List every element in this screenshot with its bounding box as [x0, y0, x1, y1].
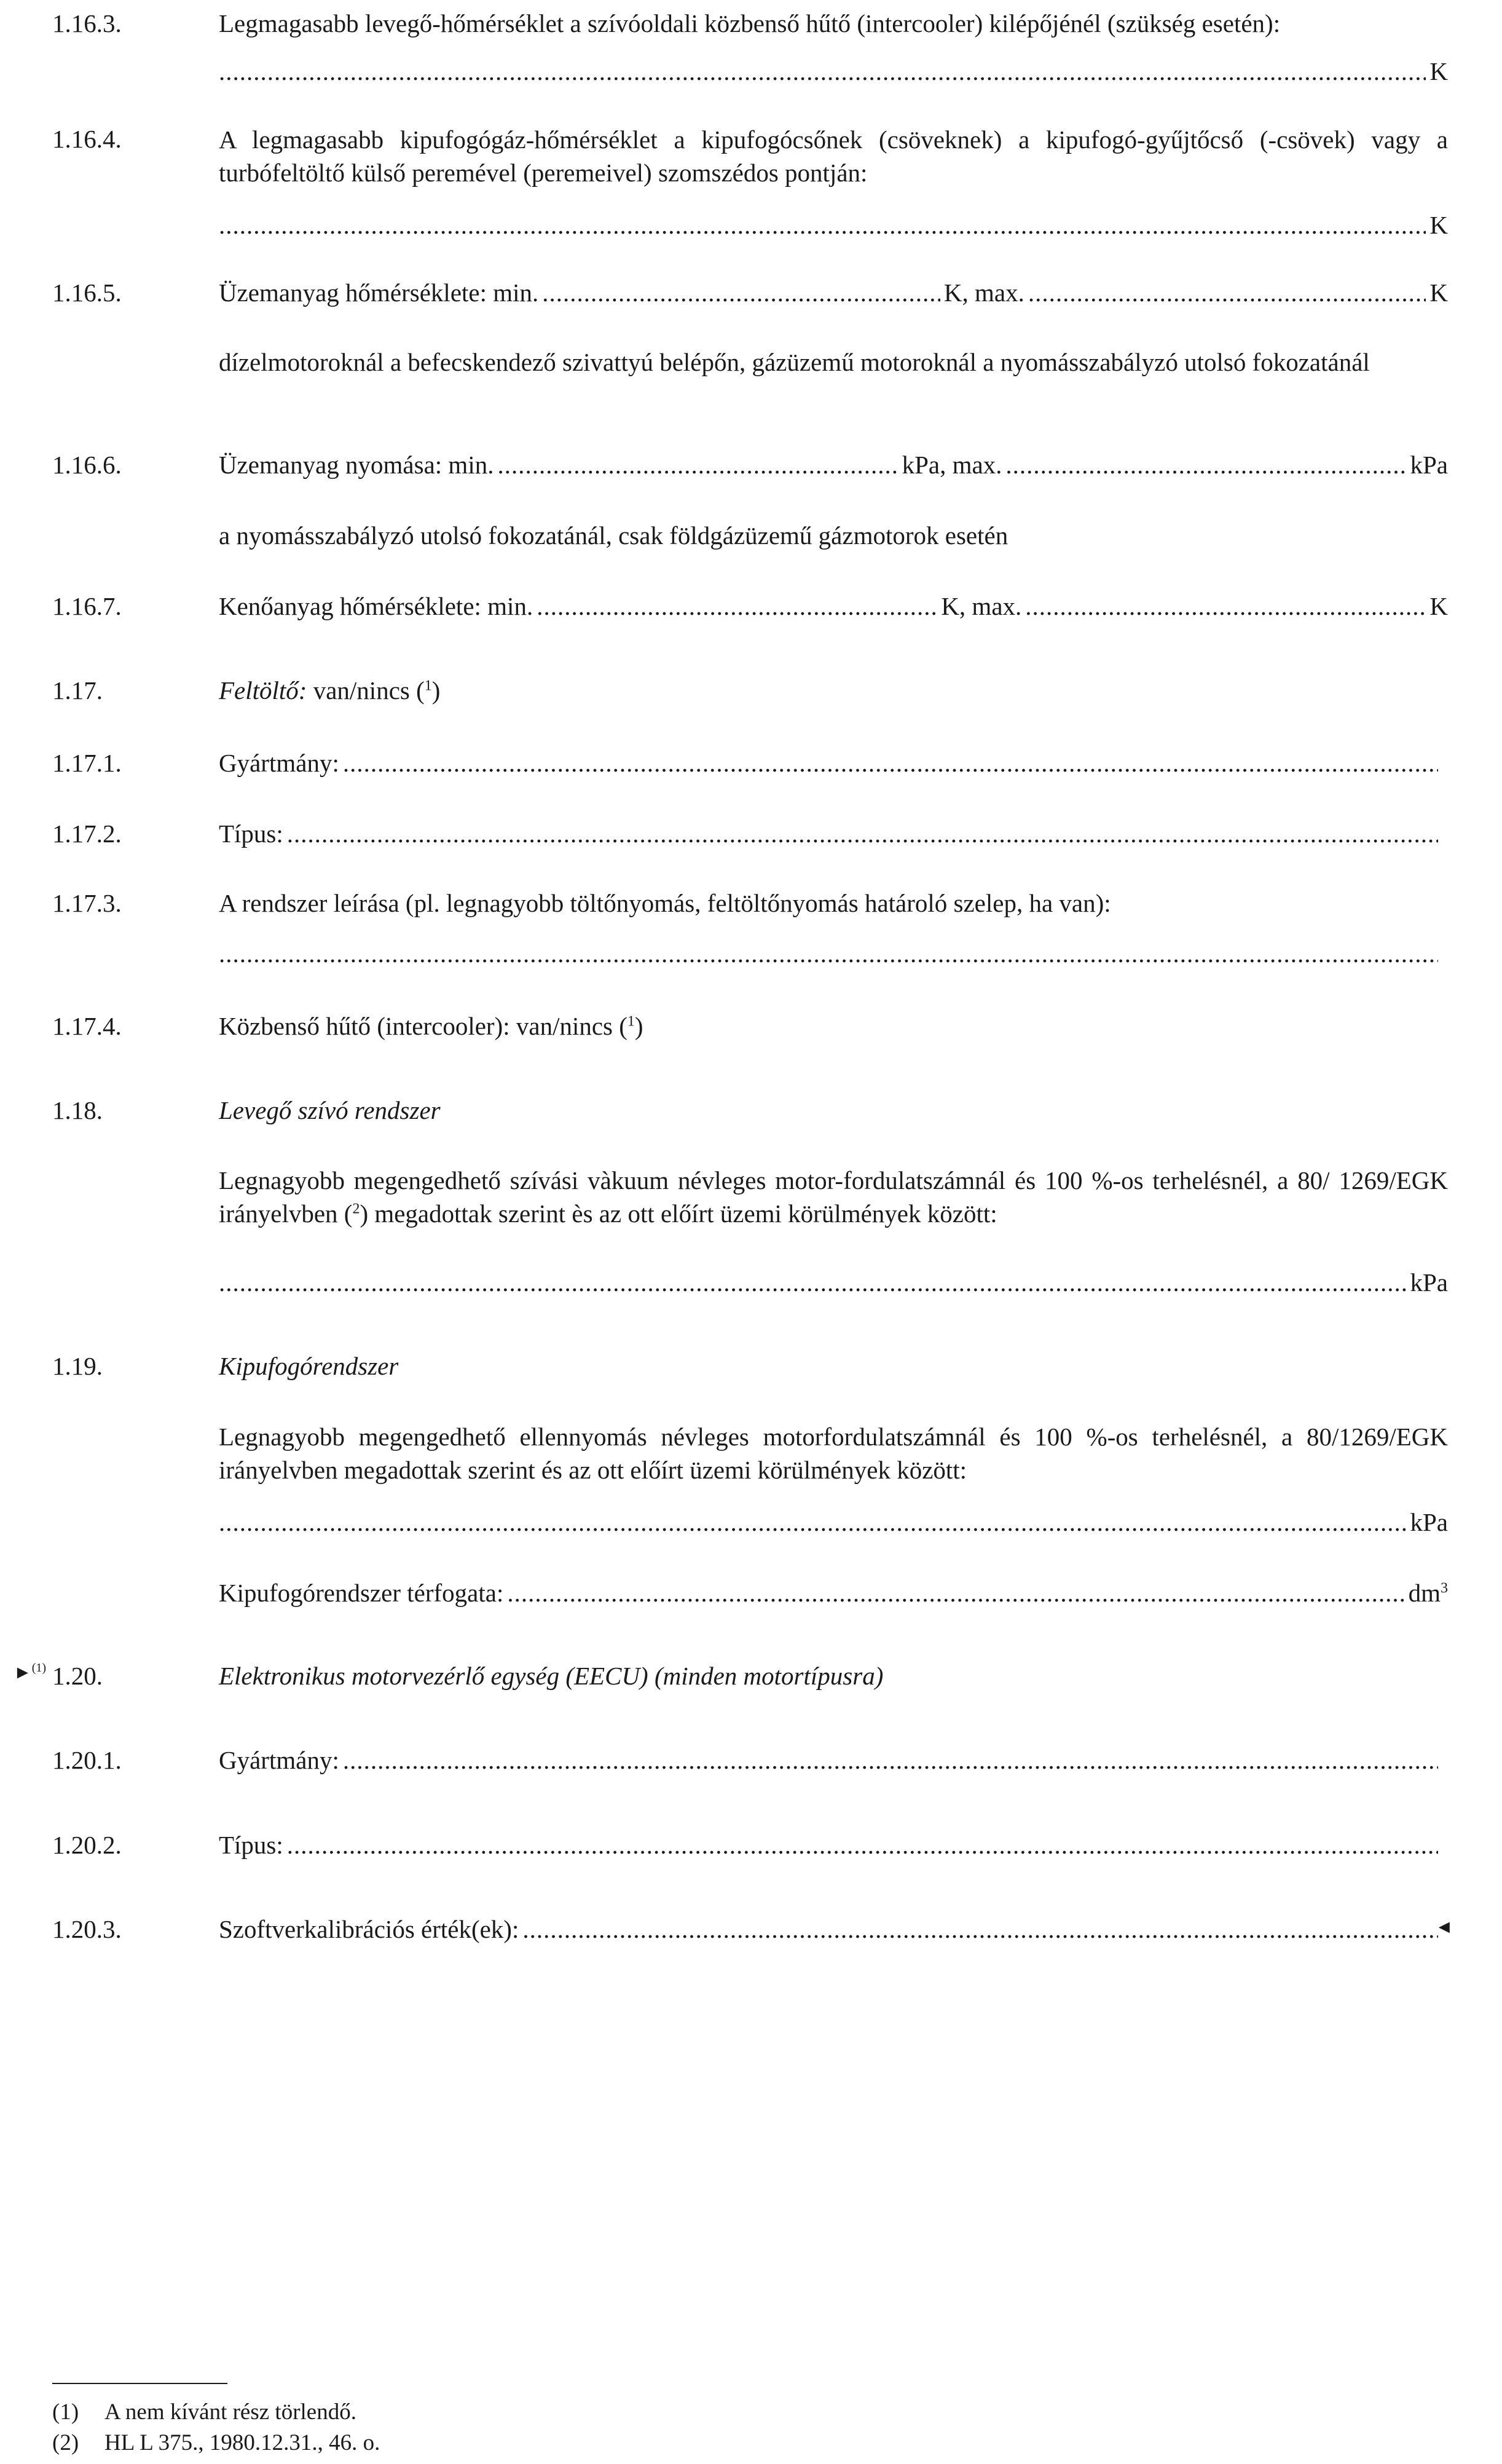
- item-number: 1.16.4.: [52, 125, 122, 153]
- fill-line[interactable]: [219, 747, 1442, 780]
- field-label: Gyártmány:: [219, 1746, 339, 1774]
- volume-line[interactable]: [219, 1577, 1448, 1609]
- unit-label: K: [1429, 592, 1449, 620]
- section-title: Feltöltő:: [219, 676, 307, 705]
- mid-label: K, max.: [943, 278, 1024, 307]
- item-text: Legnagyobb megengedhető szívási vàkuum névleges motor-fordulatszámnál és 100 %-os terhelésnél, a 80/ 1269/EGK irányelvben ($^2$) megadottak szerint ès az ott előírt üzemi körülmények között:: [219, 1166, 1448, 1228]
- item-number: 1.20.2.: [52, 1831, 122, 1859]
- footnote-separator: [52, 2383, 227, 2384]
- unit-label: K: [1429, 278, 1449, 307]
- footnote-label: (2): [52, 2430, 79, 2455]
- item-number: 1.17.4.: [52, 1012, 122, 1040]
- fill-line[interactable]: [219, 1744, 1442, 1777]
- item-number: 1.17.3.: [52, 889, 122, 917]
- section-line: Feltöltő: van/nincs ($^1$): [219, 676, 441, 705]
- field-label: Szoftverkalibrációs érték(ek):: [219, 1915, 519, 1943]
- item-number: 1.20.3.: [52, 1915, 122, 1943]
- unit-label: kPa: [1410, 1508, 1448, 1536]
- section-title: Kipufogórendszer: [219, 1352, 399, 1380]
- unit-label: kPa: [1410, 1268, 1448, 1297]
- option-text: van/nincs (: [313, 676, 425, 705]
- item-number: 1.19.: [52, 1352, 103, 1380]
- field-label: Üzemanyag hőmérséklete: min.: [219, 278, 539, 307]
- footnote-ref[interactable]: 1: [627, 1013, 635, 1030]
- section-title: Elektronikus motorvezérlő egység (EECU) (minden motortípusra): [219, 1662, 884, 1690]
- unit-label: K: [1429, 211, 1448, 239]
- footnote-label: (1): [52, 2399, 79, 2425]
- item-text: Legmagasabb levegő-hőmérséklet a szívóoldali közbenső hűtő (intercooler) kilépőjénél (szükség esetén):: [219, 9, 1281, 38]
- footnote-ref[interactable]: 1: [424, 677, 432, 694]
- amendment-start-marker: ►$^{(1)}$: [14, 1661, 47, 1683]
- range-line[interactable]: [219, 449, 1448, 481]
- item-note: a nyomásszabályzó utolsó fokozatánál, csak földgázüzemű gázmotorok esetén: [219, 521, 1009, 550]
- field-label: Üzemanyag nyomása: min.: [219, 451, 494, 479]
- fill-line[interactable]: [219, 938, 1442, 970]
- range-line[interactable]: [219, 590, 1448, 623]
- mid-label: K, max.: [941, 592, 1022, 620]
- field-label: Típus:: [219, 1831, 283, 1859]
- item-number: 1.20.: [52, 1662, 103, 1690]
- fill-line[interactable]: [219, 209, 1448, 242]
- field-label: Típus:: [219, 819, 283, 848]
- fill-line[interactable]: [219, 1829, 1442, 1862]
- fill-line[interactable]: [219, 55, 1448, 88]
- item-note: dízelmotoroknál a befecskendező szivattyú belépőn, gázüzemű motoroknál a nyomásszabályzó utolsó fokozatánál: [219, 348, 1370, 376]
- unit-label: $dm^3$: [1408, 1579, 1448, 1607]
- footnote-text: A nem kívánt rész törlendő.: [104, 2399, 356, 2425]
- item-number: 1.16.7.: [52, 592, 122, 620]
- item-number: 1.17.: [52, 676, 103, 705]
- field-label: Gyártmány:: [219, 749, 339, 777]
- item-number: 1.16.6.: [52, 451, 122, 479]
- item-number: 1.17.1.: [52, 749, 122, 777]
- item-number: 1.20.1.: [52, 1746, 122, 1774]
- item-number: 1.16.3.: [52, 9, 122, 38]
- footnote-text: HL L 375., 1980.12.31., 46. o.: [104, 2430, 380, 2455]
- item-text: Legnagyobb megengedhető ellennyomás névleges motorfordulatszámnál és 100 %-os terhelésnél, a 80/1269/EGK irányelvben megadottak szerint és az ott előírt üzemi körülmények között:: [219, 1423, 1448, 1484]
- range-line[interactable]: [219, 277, 1448, 309]
- section-title: Levegő szívó rendszer: [219, 1096, 441, 1124]
- option-line: Közbenső hűtő (intercooler): van/nincs ($^1$): [219, 1012, 643, 1040]
- amendment-end-marker: ◄: [1435, 1917, 1453, 1937]
- fill-line[interactable]: [219, 818, 1442, 850]
- item-text: A rendszer leírása (pl. legnagyobb töltőnyomás, feltöltőnyomás határoló szelep, ha van):: [219, 889, 1111, 917]
- footnote: [52, 2398, 356, 2427]
- field-label: Kenőanyag hőmérséklete: min.: [219, 592, 533, 620]
- footnote-ref[interactable]: 2: [352, 1201, 360, 1217]
- item-number: 1.16.5.: [52, 278, 122, 307]
- fill-line[interactable]: [219, 1913, 1442, 1946]
- field-label: Kipufogórendszer térfogata:: [219, 1579, 504, 1607]
- footnote: [52, 2428, 380, 2458]
- unit-label: K: [1429, 57, 1448, 85]
- item-text: A legmagasabb kipufogógáz-hőmérséklet a kipufogócsőnek (csöveknek) a kipufogó-gyűjtőcső (-csövek) vagy a turbófeltöltő külső peremével (peremeivel) szomszédos pontján:: [219, 125, 1448, 187]
- item-number: 1.18.: [52, 1096, 103, 1124]
- item-number: 1.17.2.: [52, 819, 122, 848]
- mid-label: kPa, max.: [902, 451, 1002, 479]
- fill-line[interactable]: [219, 1266, 1448, 1299]
- unit-label: kPa: [1410, 451, 1448, 479]
- fill-line[interactable]: [219, 1506, 1448, 1539]
